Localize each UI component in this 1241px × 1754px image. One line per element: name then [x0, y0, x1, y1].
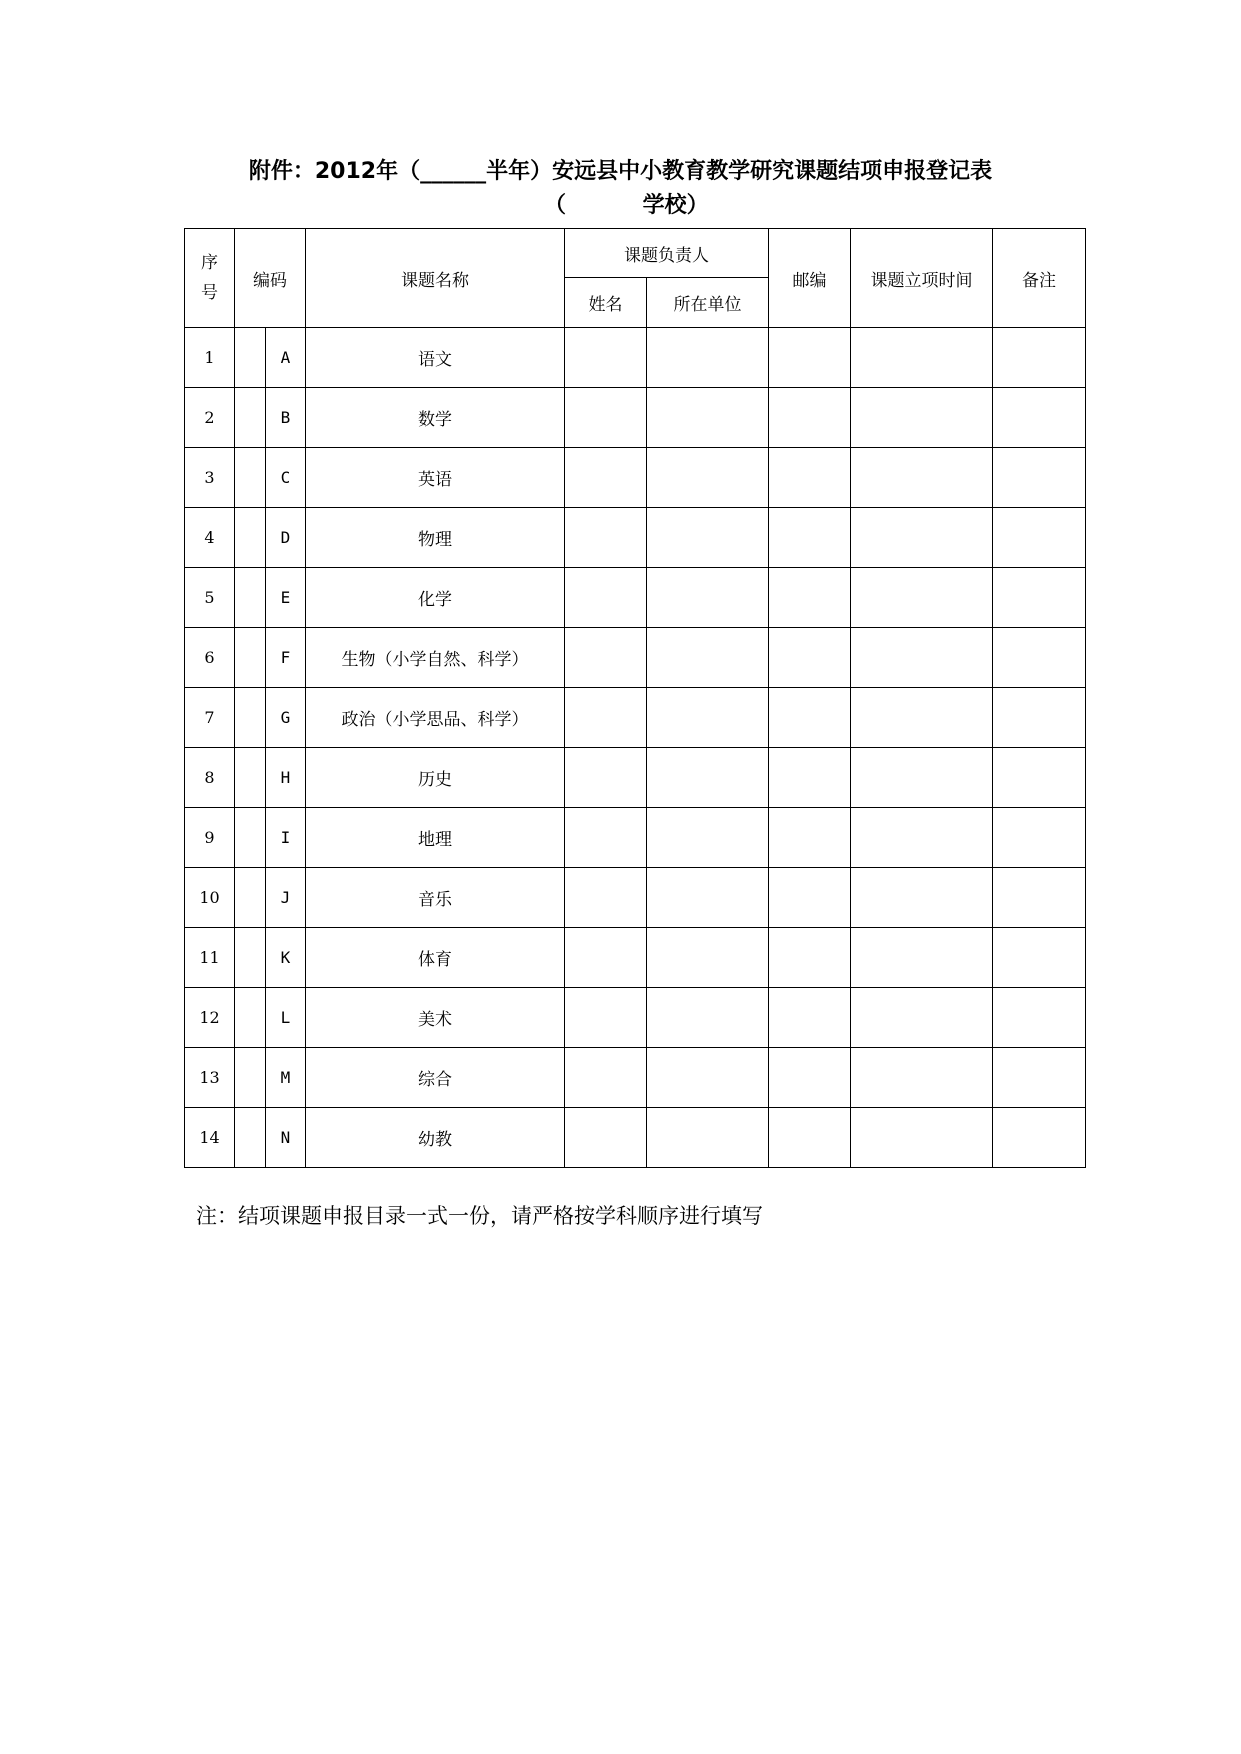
cell-leader-name[interactable]: [565, 748, 647, 808]
cell-code: B: [266, 388, 306, 448]
cell-code-blank[interactable]: [235, 388, 266, 448]
cell-code: D: [266, 508, 306, 568]
cell-postcode[interactable]: [769, 328, 851, 388]
cell-subject: 历史: [306, 748, 565, 808]
table-row: [185, 328, 1086, 388]
cell-approval-time[interactable]: [851, 508, 993, 568]
cell-code: L: [266, 988, 306, 1048]
cell-seq: 12: [185, 988, 235, 1048]
cell-approval-time[interactable]: [851, 388, 993, 448]
cell-subject: 数学: [306, 388, 565, 448]
cell-seq: 10: [185, 868, 235, 928]
table-row: [185, 808, 1086, 868]
cell-seq: 9: [185, 808, 235, 868]
cell-approval-time[interactable]: [851, 748, 993, 808]
table-row: [185, 868, 1086, 928]
cell-seq: 1: [185, 328, 235, 388]
cell-code: H: [266, 748, 306, 808]
cell-approval-time[interactable]: [851, 1048, 993, 1108]
cell-leader-name[interactable]: [565, 868, 647, 928]
header-row-1: [185, 229, 1086, 278]
cell-postcode[interactable]: [769, 568, 851, 628]
form-title: 附件：2012年（______半年）安远县中小教育教学研究课题结项申报登记表: [248, 159, 993, 184]
cell-leader-unit[interactable]: [647, 868, 769, 928]
cell-code-blank[interactable]: [235, 928, 266, 988]
cell-code-blank[interactable]: [235, 988, 266, 1048]
cell-approval-time[interactable]: [851, 808, 993, 868]
cell-seq: 2: [185, 388, 235, 448]
cell-leader-name[interactable]: [565, 628, 647, 688]
cell-seq: 14: [185, 1108, 235, 1168]
cell-leader-name[interactable]: [565, 328, 647, 388]
cell-leader-name[interactable]: [565, 928, 647, 988]
cell-code-blank[interactable]: [235, 1048, 266, 1108]
header-code: 编码: [235, 229, 306, 328]
cell-leader-name[interactable]: [565, 388, 647, 448]
cell-approval-time[interactable]: [851, 928, 993, 988]
cell-remarks[interactable]: [993, 1048, 1086, 1108]
header-postcode: 邮编: [769, 229, 851, 328]
cell-remarks[interactable]: [993, 508, 1086, 568]
cell-postcode[interactable]: [769, 388, 851, 448]
cell-leader-unit[interactable]: [647, 628, 769, 688]
cell-code-blank[interactable]: [235, 628, 266, 688]
cell-code: G: [266, 688, 306, 748]
cell-leader-name[interactable]: [565, 448, 647, 508]
cell-seq: 6: [185, 628, 235, 688]
cell-code: C: [266, 448, 306, 508]
cell-leader-name[interactable]: [565, 508, 647, 568]
cell-approval-time[interactable]: [851, 328, 993, 388]
cell-approval-time[interactable]: [851, 1108, 993, 1168]
table-body: [185, 328, 1086, 1168]
cell-leader-unit[interactable]: [647, 388, 769, 448]
cell-remarks[interactable]: [993, 628, 1086, 688]
cell-code-blank[interactable]: [235, 808, 266, 868]
cell-postcode[interactable]: [769, 448, 851, 508]
cell-postcode[interactable]: [769, 1048, 851, 1108]
cell-approval-time[interactable]: [851, 448, 993, 508]
cell-postcode[interactable]: [769, 808, 851, 868]
table-row: [185, 568, 1086, 628]
table-row: [185, 628, 1086, 688]
cell-code: A: [266, 328, 306, 388]
cell-leader-unit[interactable]: [647, 988, 769, 1048]
cell-leader-name[interactable]: [565, 688, 647, 748]
cell-leader-name[interactable]: [565, 808, 647, 868]
cell-leader-unit[interactable]: [647, 928, 769, 988]
header-seq-line1: 序: [201, 253, 218, 273]
header-unit: 所在单位: [647, 278, 769, 328]
cell-subject: 美术: [306, 988, 565, 1048]
cell-code-blank[interactable]: [235, 328, 266, 388]
cell-approval-time[interactable]: [851, 628, 993, 688]
school-subtitle: （ 学校）: [544, 193, 709, 218]
cell-remarks[interactable]: [993, 928, 1086, 988]
cell-postcode[interactable]: [769, 748, 851, 808]
cell-remarks[interactable]: [993, 748, 1086, 808]
cell-code: F: [266, 628, 306, 688]
table-row: [185, 388, 1086, 448]
cell-leader-name[interactable]: [565, 568, 647, 628]
cell-subject: 语文: [306, 328, 565, 388]
table-row: [185, 1048, 1086, 1108]
header-leader: 课题负责人: [565, 229, 769, 278]
header-topic-name: 课题名称: [306, 229, 565, 328]
cell-leader-unit[interactable]: [647, 748, 769, 808]
cell-seq: 13: [185, 1048, 235, 1108]
cell-seq: 11: [185, 928, 235, 988]
table-row: [185, 1108, 1086, 1168]
cell-leader-unit[interactable]: [647, 508, 769, 568]
cell-approval-time[interactable]: [851, 568, 993, 628]
header-seq-line2: 号: [201, 283, 218, 303]
header-seq: [185, 229, 235, 328]
cell-remarks[interactable]: [993, 688, 1086, 748]
table-row: [185, 988, 1086, 1048]
cell-remarks[interactable]: [993, 448, 1086, 508]
cell-remarks[interactable]: [993, 808, 1086, 868]
registration-table: [184, 228, 1086, 1168]
cell-postcode[interactable]: [769, 688, 851, 748]
cell-remarks[interactable]: [993, 868, 1086, 928]
cell-code-blank[interactable]: [235, 508, 266, 568]
header-remarks: 备注: [993, 229, 1086, 328]
header-approval-time: 课题立项时间: [851, 229, 993, 328]
cell-subject: 音乐: [306, 868, 565, 928]
table-row: [185, 508, 1086, 568]
cell-seq: 3: [185, 448, 235, 508]
cell-code: E: [266, 568, 306, 628]
cell-seq: 4: [185, 508, 235, 568]
cell-code-blank[interactable]: [235, 688, 266, 748]
cell-leader-unit[interactable]: [647, 688, 769, 748]
cell-code-blank[interactable]: [235, 568, 266, 628]
cell-remarks[interactable]: [993, 388, 1086, 448]
cell-remarks[interactable]: [993, 328, 1086, 388]
table-row: [185, 688, 1086, 748]
cell-subject: 政治（小学思品、科学）: [306, 688, 565, 748]
cell-code-blank[interactable]: [235, 748, 266, 808]
cell-postcode[interactable]: [769, 508, 851, 568]
cell-subject: 幼教: [306, 1108, 565, 1168]
cell-code-blank[interactable]: [235, 1108, 266, 1168]
cell-postcode[interactable]: [769, 928, 851, 988]
cell-subject: 物理: [306, 508, 565, 568]
cell-remarks[interactable]: [993, 1108, 1086, 1168]
cell-remarks[interactable]: [993, 568, 1086, 628]
cell-postcode[interactable]: [769, 868, 851, 928]
cell-leader-name[interactable]: [565, 1048, 647, 1108]
cell-leader-unit[interactable]: [647, 1108, 769, 1168]
cell-postcode[interactable]: [769, 1108, 851, 1168]
table-row: [185, 448, 1086, 508]
cell-approval-time[interactable]: [851, 688, 993, 748]
cell-seq: 7: [185, 688, 235, 748]
footnote: 注：结项课题申报目录一式一份，请严格按学科顺序进行填写: [196, 1204, 763, 1228]
cell-postcode[interactable]: [769, 628, 851, 688]
cell-leader-name[interactable]: [565, 988, 647, 1048]
cell-approval-time[interactable]: [851, 868, 993, 928]
cell-subject: 地理: [306, 808, 565, 868]
cell-leader-unit[interactable]: [647, 328, 769, 388]
cell-code-blank[interactable]: [235, 868, 266, 928]
cell-postcode[interactable]: [769, 988, 851, 1048]
cell-subject: 化学: [306, 568, 565, 628]
cell-leader-unit[interactable]: [647, 568, 769, 628]
cell-subject: 生物（小学自然、科学）: [306, 628, 565, 688]
table-row: [185, 928, 1086, 988]
cell-code: I: [266, 808, 306, 868]
cell-seq: 8: [185, 748, 235, 808]
cell-code-blank[interactable]: [235, 448, 266, 508]
cell-subject: 综合: [306, 1048, 565, 1108]
cell-leader-unit[interactable]: [647, 1048, 769, 1108]
cell-approval-time[interactable]: [851, 988, 993, 1048]
cell-code: K: [266, 928, 306, 988]
cell-code: J: [266, 868, 306, 928]
cell-subject: 体育: [306, 928, 565, 988]
header-name: 姓名: [565, 278, 647, 328]
cell-leader-unit[interactable]: [647, 808, 769, 868]
table-row: [185, 748, 1086, 808]
cell-subject: 英语: [306, 448, 565, 508]
cell-leader-unit[interactable]: [647, 448, 769, 508]
cell-seq: 5: [185, 568, 235, 628]
cell-leader-name[interactable]: [565, 1108, 647, 1168]
cell-code: M: [266, 1048, 306, 1108]
cell-code: N: [266, 1108, 306, 1168]
cell-remarks[interactable]: [993, 988, 1086, 1048]
